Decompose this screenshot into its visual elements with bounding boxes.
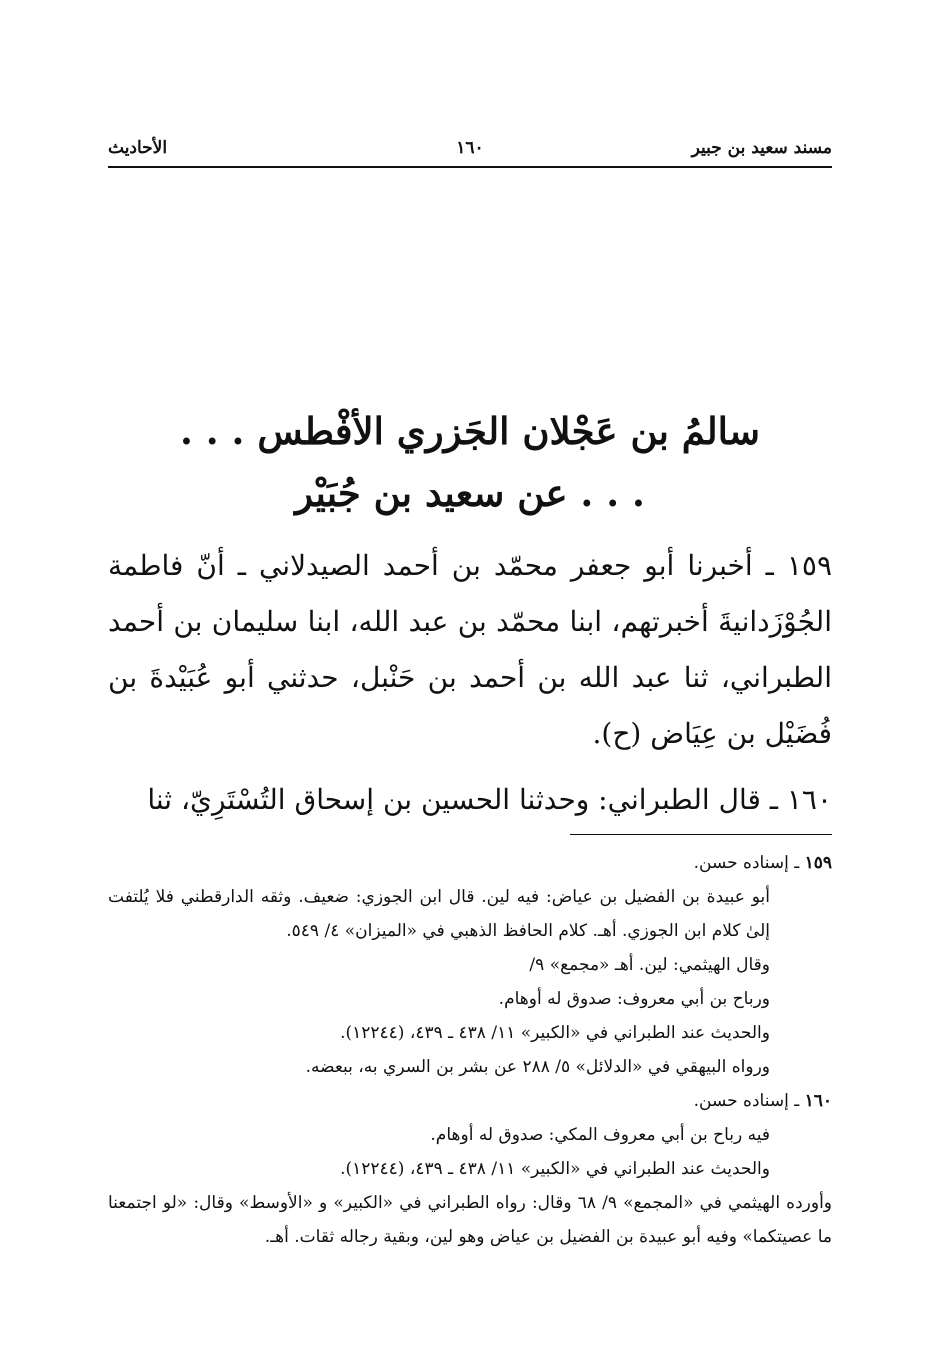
hadith-paragraph: ١٦٠ ـ قال الطبراني: وحدثنا الحسين بن إسحاق التُسْتَرِيّ، ثنا: [147, 783, 832, 816]
footnote-line: والحديث عند الطبراني في «الكبير» ١١/ ٤٣٨ ـ ٤٣٩، (١٢٢٤٤).: [340, 1023, 770, 1043]
footnote-line: والحديث عند الطبراني في «الكبير» ١١/ ٤٣٨ ـ ٤٣٩، (١٢٢٤٤).: [340, 1159, 770, 1179]
footnote-number: ١٥٩: [804, 853, 832, 873]
footnote-number: ١٦٠: [804, 1091, 832, 1111]
footnote-line: أبو عبيدة بن الفضيل بن عياض: فيه لين. قال ابن الجوزي: ضعيف. وثقه الدارقطني فلا يُلتفت إلىٰ كلام ابن الجوزي. أهـ. كلام الحافظ الذهبي في «الميزان» ٤/ ٥٤٩.: [108, 887, 770, 941]
section-title: [108, 400, 832, 524]
footnote-head: ـ إسناده حسن.: [693, 853, 800, 873]
footnote-line: ورباح بن أبي معروف: صدوق له أوهام.: [498, 989, 770, 1009]
footnote-divider: [570, 834, 832, 835]
title-line-2: عن سعيد بن جُبَيْر . . .: [295, 471, 645, 515]
section-name: الأحاديث: [108, 138, 168, 158]
running-header: [108, 136, 832, 168]
footnote-head: ـ إسناده حسن.: [693, 1091, 800, 1111]
footnote-line: فيه رباح بن أبي معروف المكي: صدوق له أوهام.: [430, 1125, 770, 1145]
footnote-line: وأورده الهيثمي في «المجمع» ٩/ ٦٨ وقال: رواه الطبراني في «الكبير» و «الأوسط» وقال: «لو اجتمعنا ما عصيتكما» وفيه أبو عبيدة بن الفضيل بن عياض وهو لين، وبقية رجاله ثقات. أهـ.: [108, 1193, 833, 1247]
footnote-line: ورواه البيهقي في «الدلائل» ٥/ ٢٨٨ عن بشر بن السري به، ببعضه.: [305, 1057, 770, 1077]
main-text: [108, 538, 832, 828]
footnotes: [108, 846, 832, 1254]
title-line-1: . . . سالمُ بن عَجْلان الجَزري الأفْطس: [180, 409, 760, 453]
book-title: مسند سعيد بن جبير: [691, 138, 832, 158]
footnote-159: [108, 846, 832, 1084]
page-number: ١٦٠: [456, 138, 484, 158]
footnote-line: وقال الهيثمي: لين. أهـ «مجمع» ٩/: [529, 955, 770, 975]
footnote-160: [108, 1084, 832, 1254]
hadith-paragraph: ١٥٩ ـ أخبرنا أبو جعفر محمّد بن أحمد الصيدلاني ـ أنّ فاطمة الجُوْزَدانيةَ أخبرتهم، ابنا محمّد بن عبد الله، ابنا سليمان بن أحمد الطبراني، ثنا عبد الله بن أحمد بن حَنْبل، حدثني أبو عُبَيْدةَ بن فُضَيْل بن عِيَاض (ح).: [108, 549, 832, 750]
